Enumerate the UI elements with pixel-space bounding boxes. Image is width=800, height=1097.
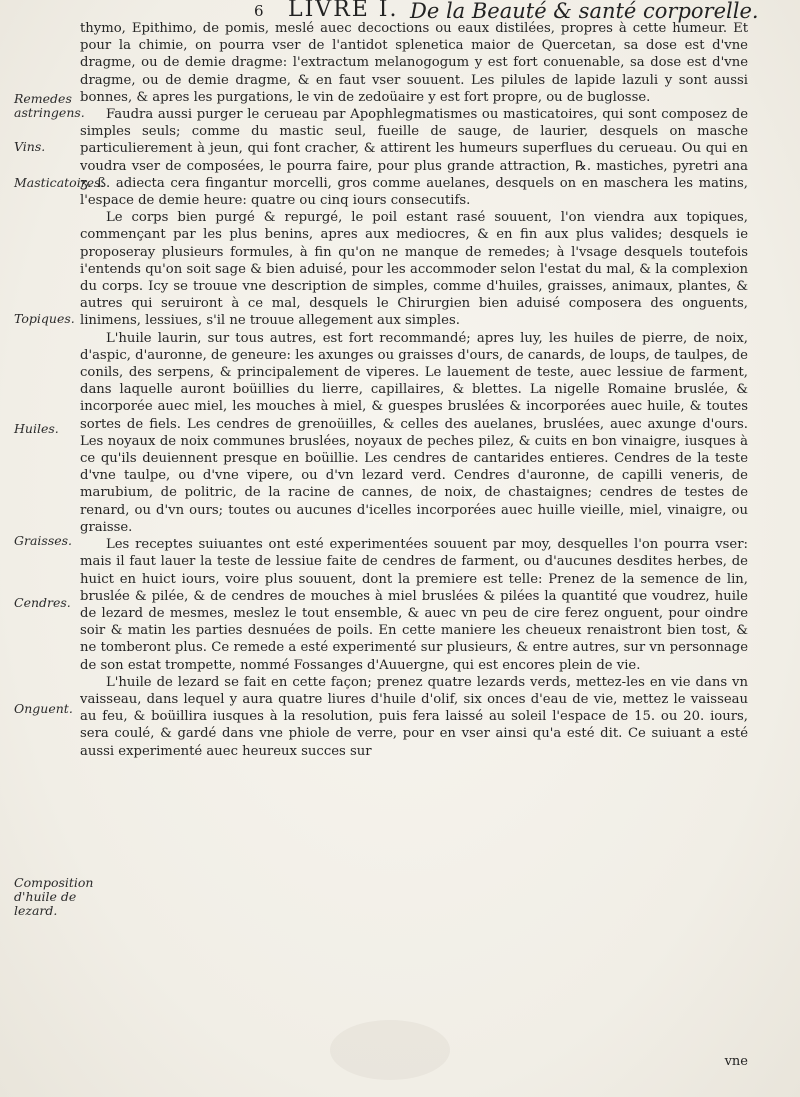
- paragraph: Le corps bien purgé & repurgé, le poil estant rasé souuent, l'on viendra aux topiques, commençant par les plus benins, apres aux mediocres, & en fin aux plus valides; desquels ie proposeray plusieurs formules, à fin qu'on ne manque de remedes; à l'vsage desquels toutefois i'entends qu'on soit sage & bien aduisé, pour les accommoder selon l'estat du mal, & la complexion du corps. Icy se trouue vne description de simples, comme d'huiles, graisses, animaux, plantes, & autres qui seruiront à ce mal, desquels le Chirurgien bien aduisé composera des onguents, linimens, lessiues, s'il ne trouue allegement aux simples.: [80, 210, 748, 329]
- margin-notes: [0, 0, 105, 1097]
- main-text: [80, 20, 748, 1060]
- margin-note-huiles: Huiles.: [14, 421, 59, 436]
- margin-note-topiques: Topiques.: [14, 311, 75, 326]
- margin-note-masticatoires: Masticatoires.: [14, 175, 105, 190]
- paragraph: L'huile de lezard se fait en cette façon; prenez quatre lezards verds, mettez-les en vie dans vn vaisseau, dans lequel y aura quatre liures d'huile d'olif, six onces d'eau de vie, mettez le vaisseau au feu, & boüillira iusques à la resolution, puis fera laissé au soleil l'espace de 15. ou 20. iours, sera coulé, & gardé dans vne phiole de verre, pour en vser ainsi qu'a esté dit. Ce suiuant a esté aussi experimenté auec heureux succes sur: [80, 674, 748, 759]
- paragraph: L'huile laurin, sur tous autres, est fort recommandé; apres luy, les huiles de pierre, de noix, d'aspic, d'auronne, de geneure: les axunges ou graisses d'ours, de canards, de loups, de taulpes, de conils, des serpens, & principalement de viperes. Le lauement de teste, auec lessiue de farment, dans laquelle auront boüillies du lierre, capillaires, & blettes. La nigelle Romaine bruslée, & incorporée auec miel, les mouches à miel, & guespes bruslées & incorporées auec huile, & toutes sortes de fiels. Les cendres de grenoüilles, & celles des auelanes, bruslées, auec axunge d'ours. Les noyaux de noix communes bruslées, noyaux de peches pilez, & cuits en bon vinaigre, iusques à ce qu'ils deuiennent presque en boüillie. Les cendres de cantarides entieres. Cendres de la teste d'vne taulpe, ou d'vne vipere, ou d'vn lezard verd. Cendres d'auronne, de capilli veneris, de marubium, de politric, de la racine de cannes, de noix, de chastaignes; cendres de testes de renard, ou d'vn ours; toutes ou aucunes d'icelles incorporées auec huille vieille, miel, vinaigre, ou graisse.: [80, 330, 748, 535]
- margin-note-vins: Vins.: [14, 139, 46, 154]
- margin-note-graisses: Graisses.: [14, 533, 73, 548]
- margin-note-onguent: Onguent.: [14, 701, 73, 716]
- margin-note-remedes: Remedes astringens.: [14, 91, 85, 120]
- margin-note-huile-de-lezard: Composition d'huile de lezard.: [14, 875, 94, 918]
- margin-note-cendres: Cendres.: [14, 595, 71, 610]
- catchword: vne: [724, 1054, 748, 1069]
- page-number: 6: [254, 2, 264, 20]
- paragraph: Les receptes suiuantes ont esté experimentées souuent par moy, desquelles l'on pourra vser: mais il faut lauer la teste de lessiue faite de cendres de farment, ou d'aucunes desdites herbes, de huict en huict iours, voire plus souuent, dont la premiere est telle: Prenez de la semence de lin, bruslée & pilée, & de cendres de mouches à miel bruslées & pilées la quantité que voudrez, huile de lezard de mesmes, meslez le tout ensemble, & auec vn peu de cire ferez onguent, pour oindre soir & matin les parties desnuées de poils. En cette maniere les cheueux renaistront bien tost, & ne tomberont plus. Ce remede a esté experimenté sur plusieurs, & entre autres, sur vn personnage de son estat trompette, nommé Fossanges d'Auuergne, qui est encores plein de vie.: [80, 537, 748, 673]
- paragraph: thymo, Epithimo, de pomis, meslé auec decoctions ou eaux distilées, propres à cette humeur. Et pour la chimie, on pourra vser de l'antidot splenetica maior de Quercetan, sa dose est d'vne dragme, ou de demie dragme: l'extractum melanogogum y est fort conuenable, sa dose est d'vne dragme, ou de demie dragme, & en faut vser souuent. Les pilules de lapide lazuli y sont aussi bonnes, & apres les purgations, le vin de zedoüaire y est fort propre, ou de buglosse.: [80, 21, 748, 105]
- book-number: LIVRE I.: [288, 0, 399, 22]
- paragraph: Faudra aussi purger le cerueau par Apophlegmatismes ou masticatoires, qui sont composez de simples seuls; comme du mastic seul, fueille de sauge, de laurier, desquels on masche particulierement à jeun, qui font cracher, & attirent les humeurs superflues du cerueau. Ou qui en voudra vser de composées, le pourra faire, pour plus grande attraction, ℞. mastiches, pyretri ana ʒ. ß. adiecta cera fingantur morcelli, gros comme auelanes, desquels on en maschera les matins, l'espace de demie heure: quatre ou cinq iours consecutifs.: [80, 107, 748, 209]
- running-title: De la Beauté & santé corporelle.: [410, 0, 759, 23]
